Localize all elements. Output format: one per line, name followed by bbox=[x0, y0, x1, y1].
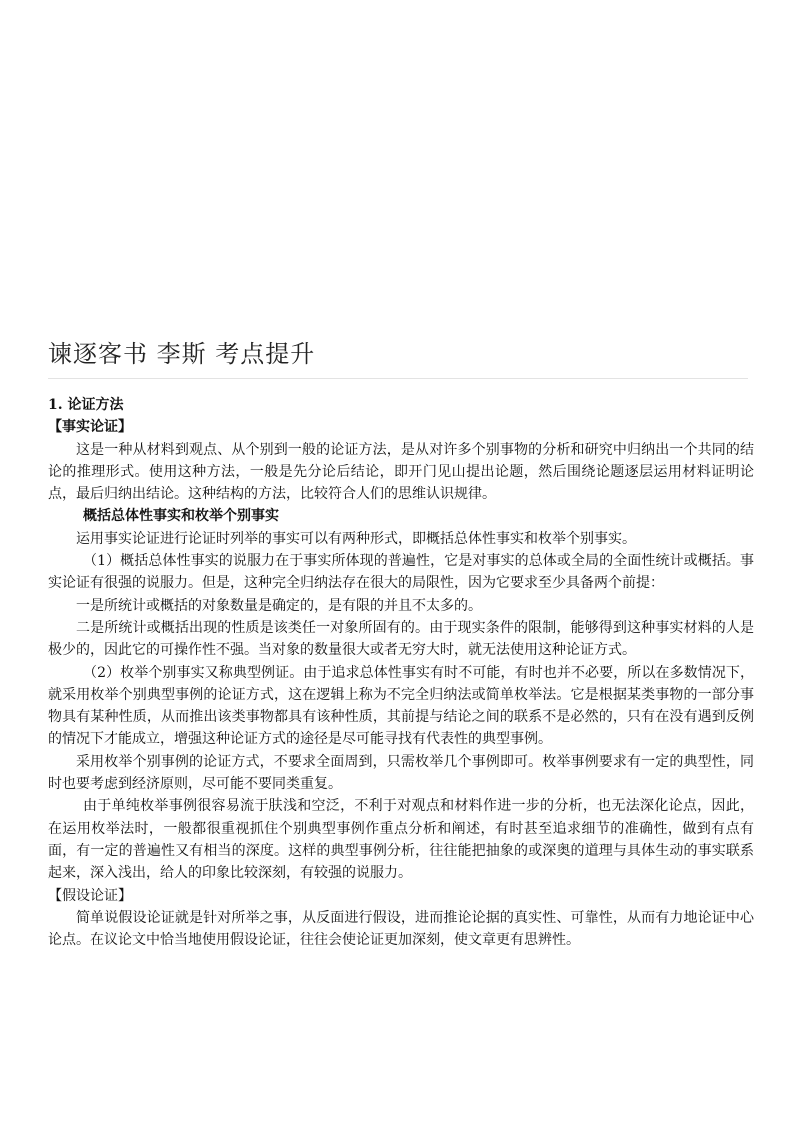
hypothesis-argument-label: 【假设论证】 bbox=[48, 887, 132, 904]
document-body bbox=[48, 394, 754, 951]
paragraph-intro: 这是一种从材料到观点、从个别到一般的论证方法，是从对许多个别事物的分析和研究中归纳出一个共同的结论的推理形式。使用这种方法，一般是先分论后结论，即开门见山提出论题，然后围绕论题逐层运用材料证明论点，最后归纳出结论。这种结构的方法，比较符合人们的思维认识规律。 bbox=[48, 441, 754, 503]
paragraph-analysis: 由于单纯枚举事例很容易流于肤浅和空泛，不利于对观点和材料作进一步的分析，也无法深化论点，因此，在运用枚举法时，一般都很重视抓住个别典型事例作重点分析和阐述，有时甚至追求细节的准确性，做到有点有面，有一定的普遍性又有相当的深度。这样的典型事例分析，往往能把抽象的或深奥的道理与具体生动的事实联系起来，深入浅出，给人的印象比较深刻，有较强的说服力。 bbox=[48, 798, 754, 882]
paragraph-enumeration: 采用枚举个别事例的论证方式，不要求全面周到，只需枚举几个事例即可。枚举事例要求有一定的典型性，同时也要考虑到经济原则，尽可能不要同类重复。 bbox=[48, 753, 754, 793]
fact-argument-label: 【事实论证】 bbox=[48, 419, 132, 436]
paragraph-typical-examples: （2）枚举个别事实又称典型例证。由于追求总体性事实有时不可能，有时也并不必要，所以在多数情况下，就采用枚举个别典型事例的论证方式，这在逻辑上称为不完全归纳法或简单枚举法。它是根据某类事物的一部分事物具有某种性质，从而推出该类事物都具有该种性质，其前提与结论之间的联系不是必然的，只有在没有遇到反例的情况下才能成立，增强这种论证方式的途径是尽可能寻找有代表性的典型事例。 bbox=[48, 664, 754, 748]
paragraph-premise-one: 一是所统计或概括的对象数量是确定的，是有限的并且不太多的。 bbox=[76, 597, 482, 614]
subheading: 概括总体性事实和枚举个别事实 bbox=[83, 508, 279, 525]
paragraph-two-forms: 运用事实论证进行论证时列举的事实可以有两种形式，即概括总体性事实和枚举个别事实。 bbox=[76, 530, 636, 547]
paragraph-premise-two: 二是所统计或概括出现的性质是该类任一对象所固有的。由于现实条件的限制，能够得到这种事实材料的人是极少的，因此它的可操作性不强。当对象的数量很大或者无穷大时，就无法使用这种论证方式。 bbox=[48, 619, 754, 659]
paragraph-general-facts: （1）概括总体性事实的说服力在于事实所体现的普遍性，它是对事实的总体或全局的全面性统计或概括。事实论证有很强的说服力。但是，这种完全归纳法存在很大的局限性，因为它要求至少具备两个前提： bbox=[48, 553, 754, 592]
title-divider bbox=[48, 378, 748, 379]
paragraph-hypothesis: 简单说假设论证就是针对所举之事，从反面进行假设，进而推论论据的真实性、可靠性，从而有力地论证中心论点。在议论文中恰当地使用假设论证，往往会使论证更加深刻，使文章更有思辨性。 bbox=[48, 909, 754, 949]
page-title: 谏逐客书 李斯 考点提升 bbox=[48, 340, 316, 368]
section-heading: 1. 论证方法 bbox=[48, 397, 124, 413]
